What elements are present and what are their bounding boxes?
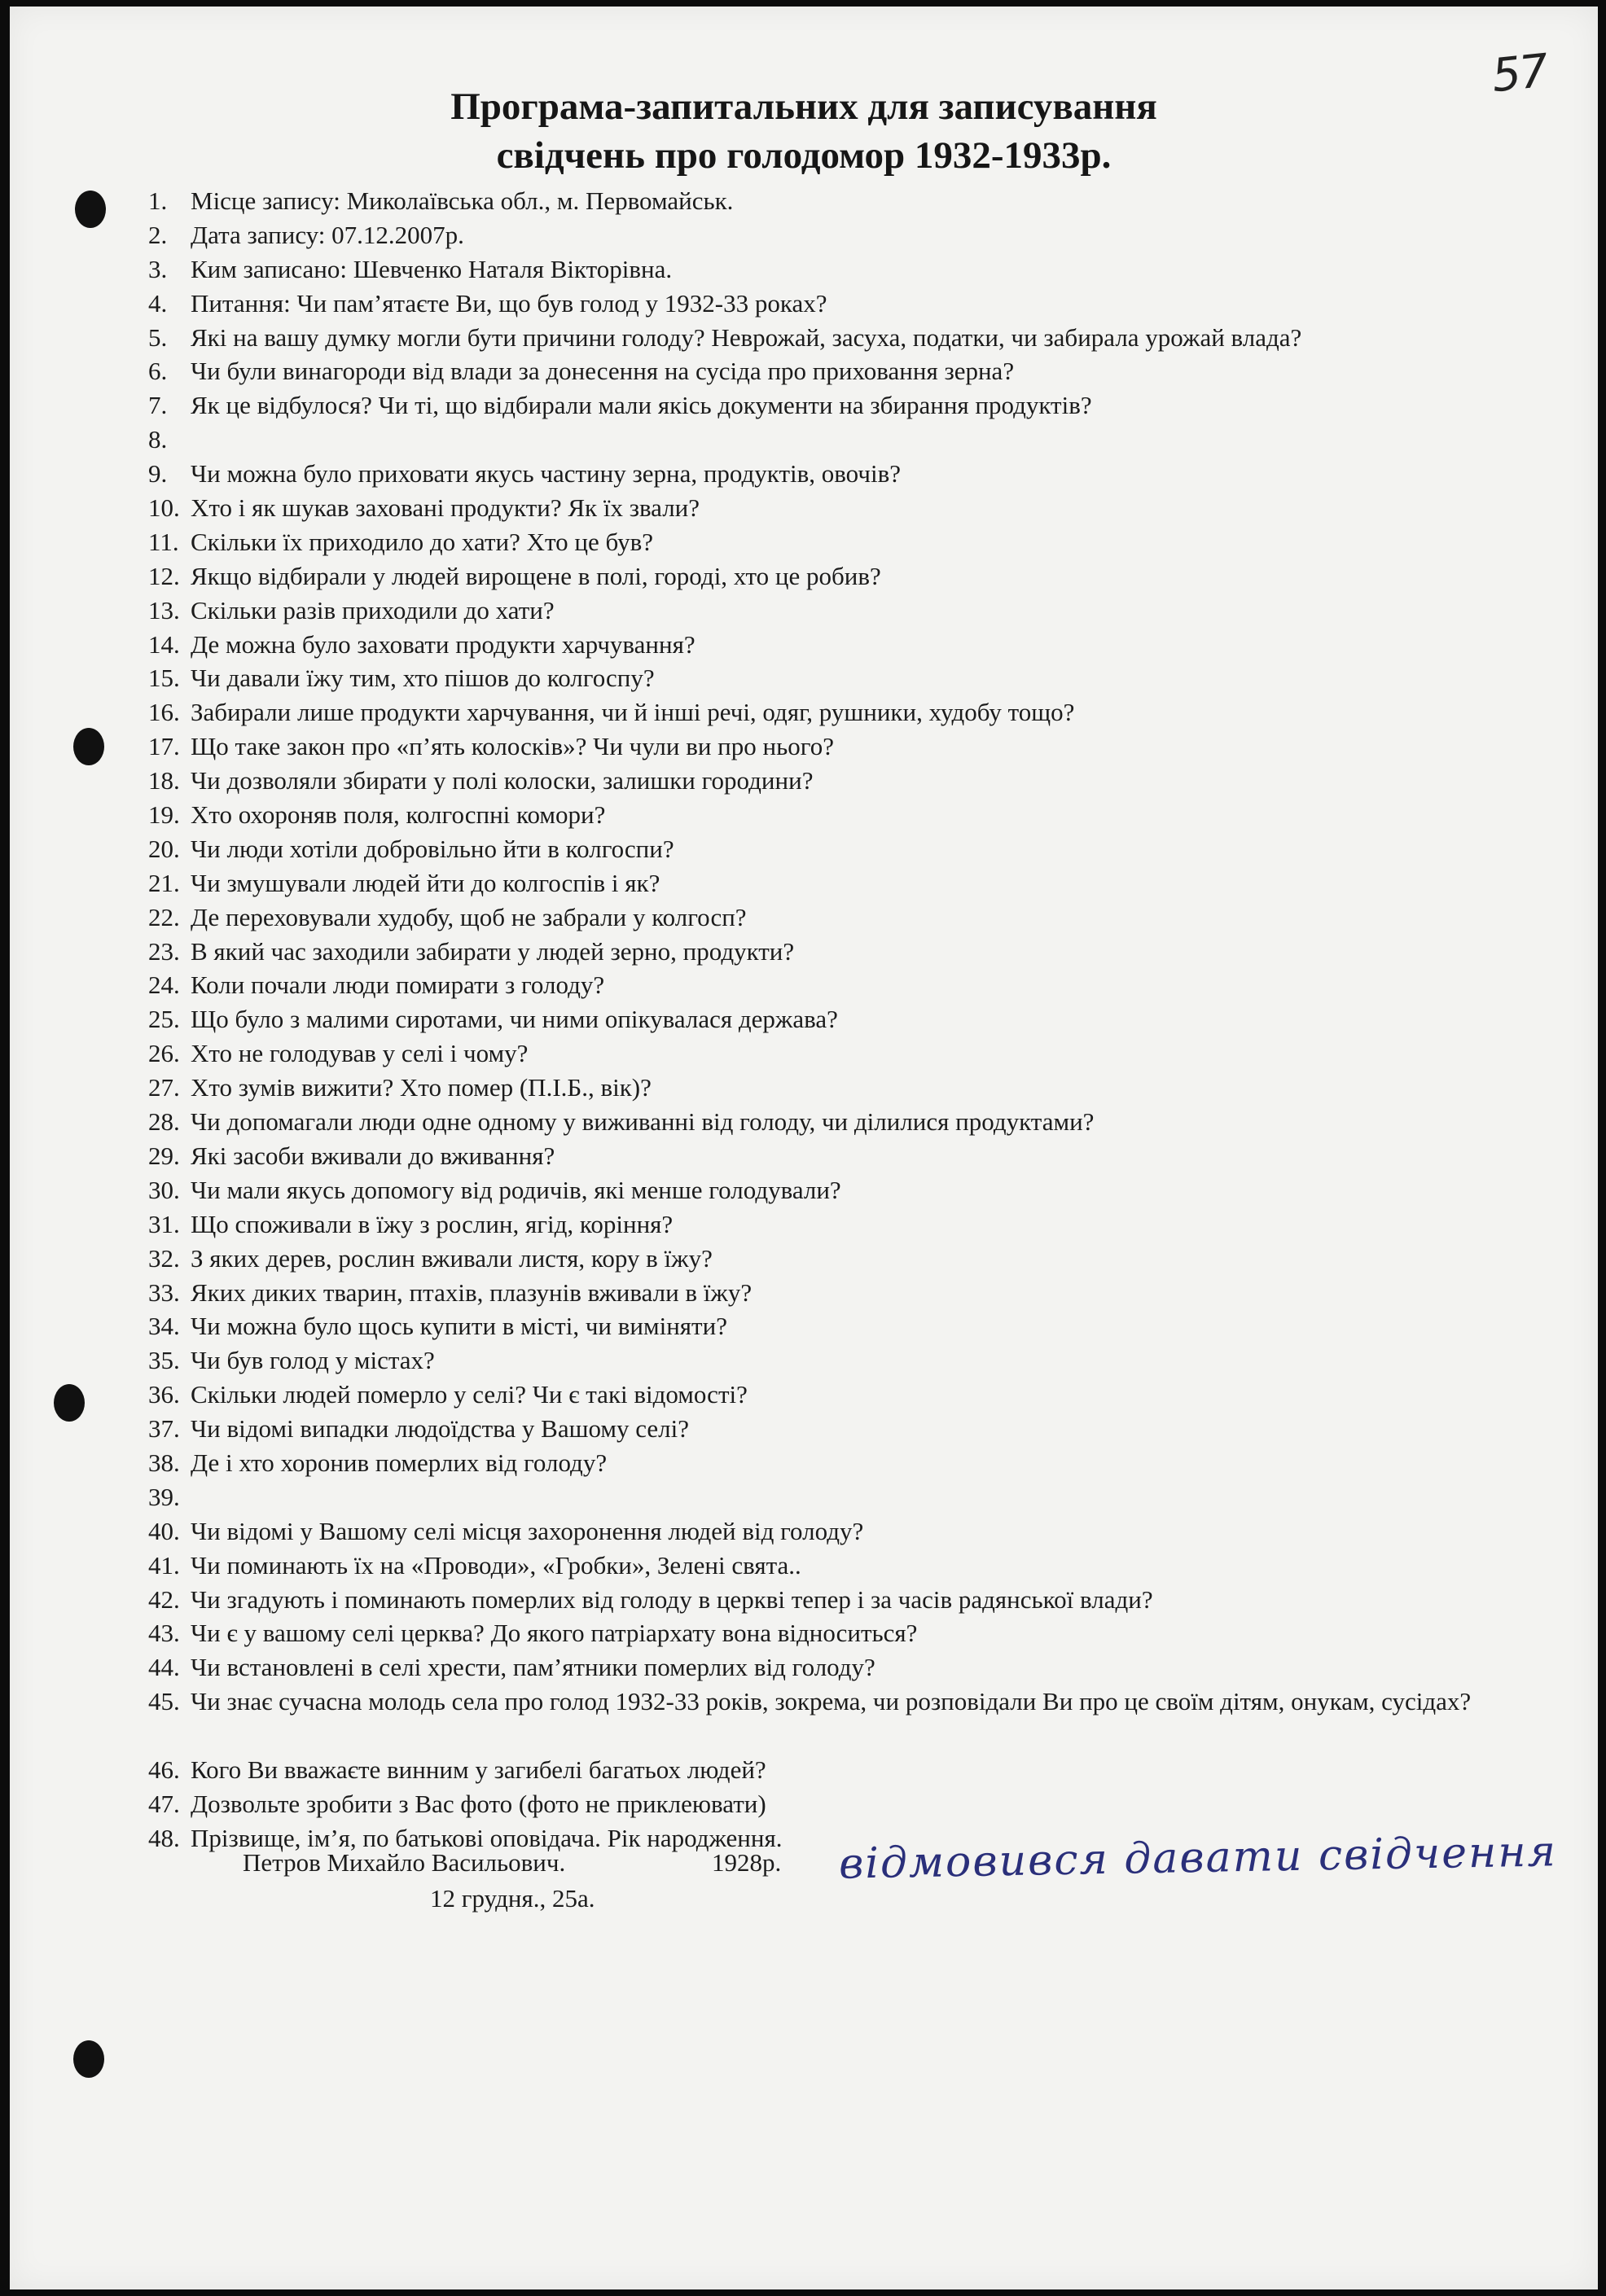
question-number: 24. — [148, 971, 180, 1000]
question-number: 23. — [148, 936, 180, 966]
question-item — [10, 1514, 1598, 1549]
question-number: 33. — [148, 1277, 180, 1307]
question-item — [10, 1139, 1598, 1173]
question-number: 26. — [148, 1039, 180, 1068]
question-text: Хто і як шукав заховані продукти? Як їх звали? — [191, 493, 700, 523]
question-item — [10, 764, 1598, 798]
question-item — [10, 321, 1598, 355]
question-item — [10, 1650, 1598, 1685]
question-item — [10, 184, 1598, 218]
question-number: 34. — [148, 1312, 180, 1341]
question-number: 40. — [148, 1516, 180, 1545]
question-text: Чи змушували людей йти до колгоспів і як? — [191, 868, 660, 897]
question-number: 14. — [148, 629, 180, 659]
question-item — [10, 354, 1598, 388]
question-number: 47. — [148, 1789, 180, 1818]
question-item — [10, 730, 1598, 764]
punch-hole-4 — [73, 2040, 104, 2078]
question-number: 19. — [148, 800, 180, 830]
question-text: Хто не голодував у селі і чому? — [191, 1039, 529, 1068]
question-number: 6. — [148, 357, 168, 386]
question-text: Хто зумів вижити? Хто помер (П.І.Б., вік)? — [191, 1073, 652, 1102]
question-number: 29. — [148, 1141, 180, 1170]
question-item — [10, 1105, 1598, 1139]
question-text: Чи допомагали люди одне одному у виживанні від голоду, чи ділилися продуктами? — [191, 1107, 1095, 1137]
respondent-birth-year: 1928р. — [712, 1848, 782, 1877]
question-item — [10, 423, 1598, 457]
question-item — [10, 695, 1598, 730]
question-number: 8. — [148, 425, 168, 454]
question-item — [10, 1412, 1598, 1446]
question-number: 42. — [148, 1584, 180, 1614]
question-text: Дата запису: 07.12.2007р. — [191, 220, 464, 249]
question-item — [10, 525, 1598, 559]
question-item — [10, 1378, 1598, 1412]
question-text: Забирали лише продукти харчування, чи й інші речі, одяг, рушники, худобу тощо? — [191, 698, 1075, 727]
handwritten-note: відмовився давати свідчення — [838, 1827, 1558, 1889]
question-text: Де і хто хоронив померлих від голоду? — [191, 1448, 608, 1477]
question-text: Питання: Чи пам’ятаєте Ви, що був голод у 1932-33 роках? — [191, 288, 827, 318]
question-number: 31. — [148, 1209, 180, 1238]
respondent-address: 12 грудня., 25а. — [430, 1884, 595, 1913]
question-text: Прізвище, ім’я, по батькові оповідача. Рік народження. — [191, 1823, 783, 1852]
question-item — [10, 1446, 1598, 1480]
question-item — [10, 1071, 1598, 1105]
question-text: Чи поминають їх на «Проводи», «Гробки», Зелені свята.. — [191, 1550, 801, 1580]
question-item — [10, 252, 1598, 287]
question-text: Що таке закон про «п’ять колосків»? Чи чули ви про нього? — [191, 732, 834, 761]
respondent-name: Петров Михайло Васильович. — [243, 1848, 566, 1877]
question-text: Скільки разів приходили до хати? — [191, 595, 555, 624]
question-item — [10, 1787, 1598, 1821]
question-number: 25. — [148, 1005, 180, 1034]
question-text: Чи був голод у містах? — [191, 1346, 435, 1375]
question-item — [10, 491, 1598, 525]
question-text: Чи відомі випадки людоїдства у Вашому селі? — [191, 1414, 689, 1444]
question-text: Ким записано: Шевченко Наталя Вікторівна. — [191, 254, 673, 283]
question-number: 39. — [148, 1482, 180, 1511]
question-item — [10, 1036, 1598, 1071]
question-text: Хто охороняв поля, колгоспні комори? — [191, 800, 606, 830]
question-text: Дозвольте зробити з Вас фото (фото не приклеювати) — [191, 1789, 766, 1818]
question-number: 9. — [148, 459, 168, 489]
question-item — [10, 1685, 1598, 1753]
question-text: В який час заходили забирати у людей зерно, продукти? — [191, 936, 795, 966]
question-item — [10, 1343, 1598, 1378]
question-number: 32. — [148, 1243, 180, 1273]
question-text: Коли почали люди помирати з голоду? — [191, 971, 605, 1000]
question-text: Скільки людей померло у селі? Чи є такі відомості? — [191, 1380, 748, 1409]
question-number: 37. — [148, 1414, 180, 1444]
question-number: 48. — [148, 1823, 180, 1852]
question-item — [10, 866, 1598, 900]
document-page — [10, 7, 1598, 2289]
question-number: 4. — [148, 288, 168, 318]
question-text: Які засоби вживали до вживання? — [191, 1141, 555, 1170]
question-text: Чи відомі у Вашому селі місця захоронення людей від голоду? — [191, 1516, 864, 1545]
question-text: Що споживали в їжу з рослин, ягід, коріння? — [191, 1209, 674, 1238]
question-number: 3. — [148, 254, 168, 283]
question-text: Які на вашу думку могли бути причини голоду? Неврожай, засуха, податки, чи забирала урожай влада? — [191, 322, 1302, 352]
question-text: Чи дозволяли збирати у полі колоски, залишки городини? — [191, 766, 814, 795]
question-item — [10, 661, 1598, 695]
question-text: Чи люди хотіли добровільно йти в колгоспи? — [191, 834, 674, 863]
question-number: 46. — [148, 1755, 180, 1784]
question-text: Чи знає сучасна молодь села про голод 1932-33 років, зокрема, чи розповідали Ви про це своїм дітям, онукам, сусідах? — [191, 1687, 1472, 1716]
question-text: Скільки їх приходило до хати? Хто це був? — [191, 527, 653, 556]
question-item — [10, 968, 1598, 1002]
question-number: 38. — [148, 1448, 180, 1477]
question-item — [10, 1549, 1598, 1583]
question-text: Що було з малими сиротами, чи ними опікувалася держава? — [191, 1005, 838, 1034]
question-item — [10, 1309, 1598, 1343]
question-item — [10, 457, 1598, 491]
question-number: 18. — [148, 766, 180, 795]
question-number: 17. — [148, 732, 180, 761]
question-text: Чи є у вашому селі церква? До якого патріархату вона відноситься? — [191, 1619, 918, 1648]
question-item — [10, 559, 1598, 594]
question-number: 11. — [148, 527, 179, 556]
question-number: 15. — [148, 664, 180, 693]
question-number: 45. — [148, 1687, 180, 1716]
question-number: 41. — [148, 1550, 180, 1580]
question-text: Де можна було заховати продукти харчування? — [191, 629, 695, 659]
question-text: Чи згадують і поминають померлих від голоду в церкві тепер і за часів радянської влади? — [191, 1584, 1153, 1614]
question-text: Місце запису: Миколаївська обл., м. Первомайськ. — [191, 186, 734, 215]
document-title-line-1: Програма-запитальних для записування — [450, 85, 1157, 128]
question-number: 12. — [148, 561, 180, 590]
question-item — [10, 832, 1598, 866]
question-item — [10, 388, 1598, 423]
question-number: 22. — [148, 902, 180, 931]
question-number: 1. — [148, 186, 168, 215]
document-title-line-2: свідчень про голодомор 1932-1933р. — [496, 134, 1112, 177]
question-number: 35. — [148, 1346, 180, 1375]
question-item — [10, 287, 1598, 321]
question-text: Чи встановлені в селі хрести, пам’ятники померлих від голоду? — [191, 1653, 875, 1682]
question-number: 36. — [148, 1380, 180, 1409]
question-number: 44. — [148, 1653, 180, 1682]
question-item — [10, 1583, 1598, 1617]
question-text: Чи можна було приховати якусь частину зерна, продуктів, овочів? — [191, 459, 901, 489]
question-text: Якщо відбирали у людей вирощене в полі, городі, хто це робив? — [191, 561, 881, 590]
question-item — [10, 628, 1598, 662]
question-text: Чи були винагороди від влади за донесення на сусіда про приховання зерна? — [191, 357, 1015, 386]
question-item — [10, 1002, 1598, 1036]
question-text: Чи мали якусь допомогу від родичів, які менше голодували? — [191, 1175, 841, 1204]
question-number: 27. — [148, 1073, 180, 1102]
question-list — [10, 184, 1598, 1856]
question-item — [10, 1480, 1598, 1514]
question-number: 43. — [148, 1619, 180, 1648]
question-number: 2. — [148, 220, 168, 249]
question-text: Як це відбулося? Чи ті, що відбирали мали якісь документи на збирання продуктів? — [191, 391, 1092, 420]
question-text: Чи можна було щось купити в місті, чи виміняти? — [191, 1312, 727, 1341]
question-number: 20. — [148, 834, 180, 863]
question-number: 28. — [148, 1107, 180, 1137]
question-number: 13. — [148, 595, 180, 624]
question-item — [10, 218, 1598, 252]
question-number: 7. — [148, 391, 168, 420]
question-text: Кого Ви вважаєте винним у загибелі багатьох людей? — [191, 1755, 766, 1784]
question-item — [10, 1242, 1598, 1276]
question-number: 5. — [148, 322, 168, 352]
question-item — [10, 900, 1598, 935]
question-number: 10. — [148, 493, 180, 523]
question-number: 30. — [148, 1175, 180, 1204]
question-item — [10, 798, 1598, 832]
question-item — [10, 594, 1598, 628]
page-number: 57 — [1489, 44, 1550, 103]
question-item — [10, 1753, 1598, 1787]
question-item — [10, 1616, 1598, 1650]
question-item — [10, 1173, 1598, 1207]
question-text: Де переховували худобу, щоб не забрали у колгосп? — [191, 902, 747, 931]
question-text: Яких диких тварин, птахів, плазунів вживали в їжу? — [191, 1277, 753, 1307]
question-number: 21. — [148, 868, 180, 897]
question-item — [10, 935, 1598, 969]
question-item — [10, 1276, 1598, 1310]
question-item — [10, 1207, 1598, 1242]
question-number: 16. — [148, 698, 180, 727]
question-text: З яких дерев, рослин вживали листя, кору в їжу? — [191, 1243, 713, 1273]
question-text: Чи давали їжу тим, хто пішов до колгоспу? — [191, 664, 655, 693]
